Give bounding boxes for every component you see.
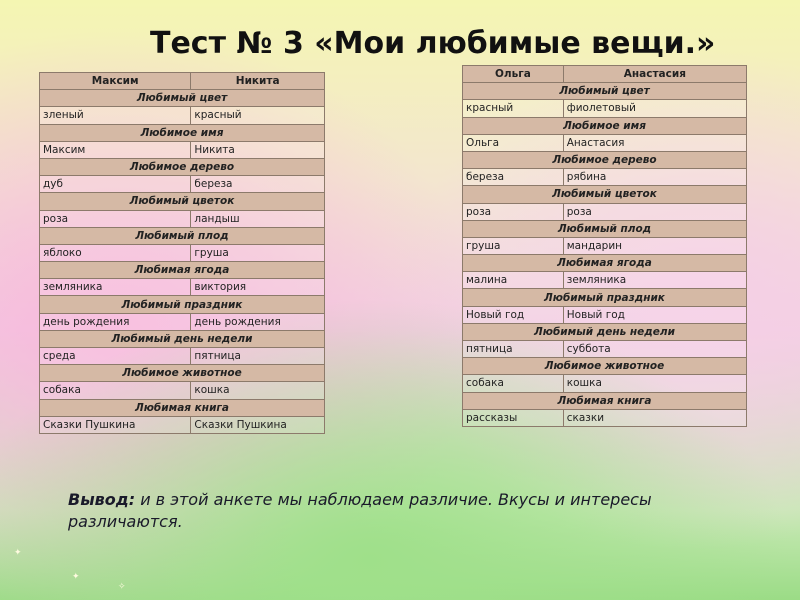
category-row [40,193,325,210]
category-label: Любимое животное [463,358,747,375]
answer-cell: роза [463,203,564,220]
answer-cell: среда [40,348,191,365]
sparkle-decoration: ✧ [118,582,126,592]
category-row [463,392,747,409]
category-label: Любимая ягода [463,255,747,272]
answer-row [463,375,747,392]
answer-row [463,100,747,117]
category-label: Любимое дерево [463,151,747,168]
person-name-header: Максим [40,73,191,90]
table-header-row [40,73,325,90]
category-label: Любимый праздник [463,289,747,306]
conclusion-text [68,489,708,533]
table-header-row [463,66,747,83]
preferences-table-left [39,72,325,434]
answer-cell: виктория [191,279,325,296]
answer-cell: рассказы [463,409,564,426]
answer-row [463,341,747,358]
category-label: Любимая книга [40,399,325,416]
category-row [40,330,325,347]
answer-cell: рябина [563,169,746,186]
answer-cell: груша [463,237,564,254]
answer-row [40,210,325,227]
answer-cell: день рождения [191,313,325,330]
answer-cell: фиолетовый [563,100,746,117]
answer-row [463,134,747,151]
person-name-header: Анастасия [563,66,746,83]
answer-row [463,272,747,289]
category-label: Любимый плод [463,220,747,237]
category-row [40,158,325,175]
answer-cell: Сказки Пушкина [191,416,325,433]
answer-cell: роза [563,203,746,220]
category-label: Любимая книга [463,392,747,409]
answer-cell: Новый год [563,306,746,323]
answer-cell: пятница [463,341,564,358]
conclusion-label: Вывод: [68,490,136,509]
answer-cell: яблоко [40,244,191,261]
category-row [463,289,747,306]
slide-title: Тест № 3 «Мои любимые вещи.» [150,26,716,61]
category-label: Любимый цвет [40,90,325,107]
category-row [463,255,747,272]
answer-cell: суббота [563,341,746,358]
answer-row [463,409,747,426]
conclusion-body: и в этой анкете мы наблюдаем различие. Вкусы и интересы различаются. [68,490,652,531]
category-row [463,83,747,100]
answer-cell: зленый [40,107,191,124]
answer-cell: береза [191,176,325,193]
answer-cell: береза [463,169,564,186]
answer-row [463,306,747,323]
category-row [463,151,747,168]
answer-cell: день рождения [40,313,191,330]
answer-cell: красный [191,107,325,124]
answer-cell: кошка [563,375,746,392]
category-label: Любимый праздник [40,296,325,313]
answer-cell: Новый год [463,306,564,323]
category-label: Любимое дерево [40,158,325,175]
answer-cell: груша [191,244,325,261]
category-row [40,124,325,141]
answer-cell: малина [463,272,564,289]
category-row [463,323,747,340]
answer-cell: собака [463,375,564,392]
answer-cell: Анастасия [563,134,746,151]
category-label: Любимый день недели [40,330,325,347]
answer-cell: сказки [563,409,746,426]
category-row [463,220,747,237]
category-row [40,262,325,279]
answer-row [40,416,325,433]
answer-row [40,348,325,365]
answer-row [40,313,325,330]
answer-row [463,203,747,220]
answer-row [463,169,747,186]
category-row [40,227,325,244]
answer-cell: Ольга [463,134,564,151]
answer-cell: дуб [40,176,191,193]
answer-row [40,107,325,124]
answer-cell: кошка [191,382,325,399]
category-label: Любимый плод [40,227,325,244]
answer-cell: ландыш [191,210,325,227]
answer-row [40,279,325,296]
category-label: Любимый цветок [463,186,747,203]
category-row [40,296,325,313]
answer-row [40,176,325,193]
sparkle-decoration: ✦ [14,548,22,558]
answer-cell: пятница [191,348,325,365]
sparkle-decoration: ✦ [72,572,80,582]
answer-cell: собака [40,382,191,399]
category-row [463,186,747,203]
person-name-header: Никита [191,73,325,90]
answer-cell: Максим [40,141,191,158]
category-label: Любимое имя [463,117,747,134]
answer-row [40,141,325,158]
answer-cell: роза [40,210,191,227]
category-row [40,399,325,416]
category-row [463,358,747,375]
preferences-table-right [462,65,747,427]
answer-cell: Никита [191,141,325,158]
answer-cell: земляника [40,279,191,296]
category-row [40,90,325,107]
category-row [40,365,325,382]
person-name-header: Ольга [463,66,564,83]
answer-cell: земляника [563,272,746,289]
category-label: Любимый день недели [463,323,747,340]
answer-cell: красный [463,100,564,117]
answer-cell: мандарин [563,237,746,254]
category-row [463,117,747,134]
answer-row [40,244,325,261]
category-label: Любимая ягода [40,262,325,279]
category-label: Любимое имя [40,124,325,141]
answer-cell: Сказки Пушкина [40,416,191,433]
category-label: Любимый цвет [463,83,747,100]
answer-row [40,382,325,399]
category-label: Любимое животное [40,365,325,382]
answer-row [463,237,747,254]
category-label: Любимый цветок [40,193,325,210]
